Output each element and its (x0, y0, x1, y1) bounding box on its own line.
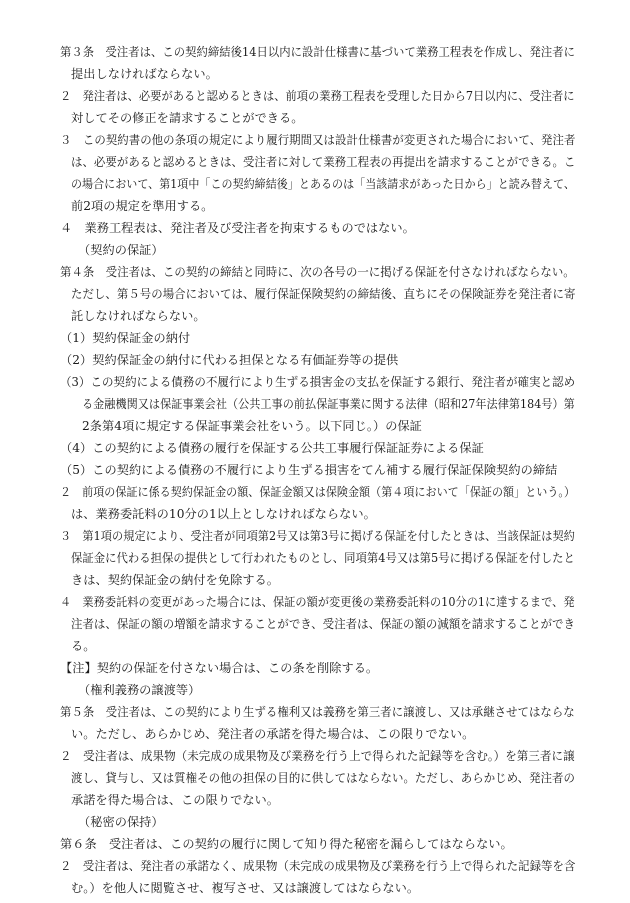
text-line: 【注】契約の保証を付さない場合は、この条を削除する。 (60, 661, 379, 675)
text-line: 渡し、貸与し、又は質権その他の担保の目的に供してはならない。ただし、あらかじめ、発注者の (71, 771, 575, 785)
text-line: きは、契約保証金の納付を免除する。 (71, 573, 280, 587)
text-line: （契約の保証） (78, 243, 164, 257)
text-line: は、業務委託料の10分の1以上としなければならない。 (71, 507, 376, 521)
text-line: ３ この契約書の他の条項の規定により履行期間又は設計仕様書が変更された場合において、発注者 (60, 133, 576, 147)
text-line: 第３条 受注者は、この契約締結後14日以内に設計仕様書に基づいて業務工程表を作成し、発注者に (60, 45, 576, 59)
text-line: 対してその修正を請求することができる。 (71, 111, 304, 125)
text-line: 提出しなければならない。 (71, 67, 218, 81)
text-line: い。ただし、あらかじめ、発注者の承諾を得た場合は、この限りでない。 (71, 727, 475, 741)
text-line: （2）契約保証金の納付に代わる担保となる有価証券等の提供 (60, 353, 399, 367)
text-line: む。）を他人に閲覧させ、複写させ、又は譲渡してはならない。 (71, 881, 420, 895)
text-line: ３ 第1項の規定により、受注者が同項第2号又は第3号に掲げる保証を付したときは、当該保証は契約 (60, 529, 575, 543)
text-line: 第５条 受注者は、この契約により生ずる権利又は義務を第三者に譲渡し、又は承継させてはならな (60, 705, 575, 719)
text-line: （権利義務の譲渡等） (78, 683, 201, 697)
text-line: ４ 業務工程表は、発注者及び受注者を拘束するものではない。 (60, 221, 415, 235)
text-line: ２ 受注者は、発注者の承諾なく、成果物（未完成の成果物及び業務を行う上で得られた記録等を含 (60, 859, 576, 873)
text-line: 2条第4項に規定する保証事業会社をいう。以下同じ。）の保証 (82, 419, 422, 433)
text-line: 承諾を得た場合は、この限りでない。 (71, 793, 280, 807)
text-line: 前2項の規定を準用する。 (71, 199, 214, 213)
text-line: ただし、第５号の場合においては、履行保証保険契約の締結後、直ちにその保険証券を発注者に寄 (71, 287, 576, 301)
text-line: ２ 前項の保証に係る契約保証金の額、保証金額又は保険金額（第４項において「保証の額」という。） (60, 485, 576, 499)
text-line: （4）この契約による債務の履行を保証する公共工事履行保証証券による保証 (60, 441, 484, 455)
text-line: の場合において、第1項中「この契約締結後」とあるのは「当該請求があった日から」と読み替えて、 (71, 177, 575, 191)
text-line: （1）契約保証金の納付 (60, 331, 191, 345)
text-line: 託しなければならない。 (71, 309, 206, 323)
text-line: （秘密の保持） (78, 815, 164, 829)
text-line: は、必要があると認めるときは、受注者に対して業務工程表の再提出を請求することができる。こ (71, 155, 576, 169)
text-line: ２ 受注者は、成果物（未完成の成果物及び業務を行う上で得られた記録等を含む。）を第三者に譲 (60, 749, 575, 763)
text-line: る。 (71, 639, 96, 653)
text-line: （5）この契約による債務の不履行により生ずる損害をてん補する履行保証保険契約の締結 (60, 463, 558, 477)
text-line: （3）この契約による債務の不履行により生ずる損害金の支払を保証する銀行、発注者が確実と認め (60, 375, 576, 389)
text-line: 注者は、保証の額の増額を請求することができ、受注者は、保証の額の減額を請求することができ (71, 617, 575, 631)
text-line: る金融機関又は保証事業会社（公共工事の前払保証事業に関する法律（昭和27年法律第184号）第 (82, 397, 575, 411)
text-line: 第６条 受注者は、この契約の履行に関して知り得た秘密を漏らしてはならない。 (60, 837, 513, 851)
text-line: 保証金に代わる担保の提供として行われたものとし、同項第4号又は第5号に掲げる保証を付したと (71, 551, 575, 565)
text-line: ２ 発注者は、必要があると認めるときは、前項の業務工程表を受理した日から7日以内に、受注者に (60, 89, 575, 103)
text-line: 第４条 受注者は、この契約の締結と同時に、次の各号の一に掲げる保証を付さなければならない。 (60, 265, 575, 279)
text-line: ４ 業務委託料の変更があった場合には、保証の額が変更後の業務委託料の10分の1に達するまで、発 (60, 595, 575, 609)
